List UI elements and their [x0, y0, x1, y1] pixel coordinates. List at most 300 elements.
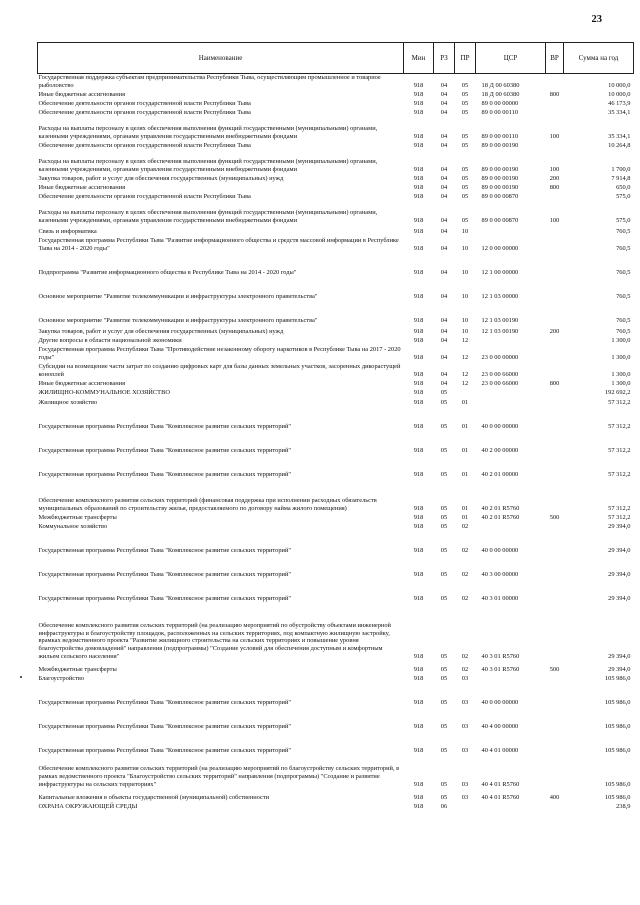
cell-name: Иные бюджетные ассигнования	[38, 90, 126, 98]
cell-vr	[546, 397, 564, 407]
cell-vr	[546, 74, 564, 90]
cell-min: 918	[413, 183, 424, 191]
cell-min: 918	[413, 446, 424, 454]
cell-csr	[476, 336, 546, 345]
cell-min: 918	[413, 370, 424, 378]
cell-csr: 40 0 00 00000	[481, 698, 519, 706]
table-body	[38, 74, 634, 811]
cell-sum: 760,5	[616, 268, 631, 276]
cell-min: 918	[413, 292, 424, 300]
cell-min: 918	[413, 388, 424, 396]
cell-pr: 10	[461, 244, 469, 252]
cell-vr	[546, 555, 564, 579]
cell-rz: 04	[440, 108, 448, 116]
cell-pr: 05	[461, 141, 469, 149]
cell-sum: 10 264,8	[608, 141, 631, 149]
cell-sum: 760,5	[616, 316, 631, 324]
cell-name: Обеспечение деятельности органов государственной власти Республики Тыва	[38, 192, 251, 200]
cell-csr: 40 4 00 00000	[481, 722, 519, 730]
table-row	[38, 755, 634, 789]
header-name: Наименование	[38, 43, 404, 74]
cell-rz: 05	[440, 652, 448, 660]
cell-vr	[546, 707, 564, 731]
table-row	[38, 479, 634, 513]
cell-vr: 200	[549, 174, 560, 182]
cell-pr: 01	[461, 398, 469, 406]
cell-vr	[546, 522, 564, 531]
cell-sum: 57 312,2	[608, 470, 631, 478]
cell-pr: 05	[461, 108, 469, 116]
cell-name: Государственная программа Республики Тыва "Комплексное развитие сельских территорий"	[38, 546, 291, 554]
cell-min: 918	[413, 802, 424, 810]
cell-rz: 05	[440, 522, 448, 530]
cell-min: 918	[413, 522, 424, 530]
cell-min: 918	[413, 227, 424, 235]
cell-rz: 04	[440, 379, 448, 387]
cell-sum: 29 394,0	[608, 594, 631, 602]
table-row	[38, 117, 634, 141]
cell-min: 918	[413, 165, 424, 173]
cell-pr: 12	[461, 336, 469, 344]
cell-min: 918	[413, 570, 424, 578]
cell-rz: 05	[440, 674, 448, 682]
table-row	[38, 455, 634, 479]
cell-sum: 105 986,0	[604, 746, 631, 754]
cell-sum: 29 394,0	[608, 570, 631, 578]
cell-vr	[546, 301, 564, 325]
cell-rz: 04	[440, 192, 448, 200]
cell-csr: 89 0 00 00190	[481, 165, 519, 173]
cell-pr	[455, 802, 476, 811]
cell-pr: 05	[461, 99, 469, 107]
cell-csr: 40 2 01 R5760	[481, 504, 520, 512]
table-header-row	[38, 43, 634, 74]
cell-rz: 04	[440, 244, 448, 252]
cell-name: Расходы на выплаты персоналу в целях обеспечения выполнения функций государственными (муниципальными) органами, казенными учреждениями, органами управления государственными внебюджетными фондами	[38, 125, 378, 140]
header-pr: ПР	[455, 43, 476, 74]
cell-csr	[476, 802, 546, 811]
cell-rz: 04	[440, 132, 448, 140]
cell-pr: 03	[461, 698, 469, 706]
cell-vr	[546, 108, 564, 117]
cell-vr	[546, 431, 564, 455]
cell-vr	[546, 603, 564, 661]
cell-vr	[546, 531, 564, 555]
table-row	[38, 362, 634, 379]
cell-name: Государственная программа Республики Тыва "Комплексное развитие сельских территорий"	[38, 746, 291, 754]
cell-min: 918	[413, 780, 424, 788]
cell-name: Субсидии на возмещение части затрат по созданию цифровых карт для базы данных земельных участков, засоренных дикорастущей коноплей	[38, 363, 401, 378]
cell-name: Основное мероприятие "Развитие телекоммуникации и инфраструктуры электронного правительства"	[38, 316, 318, 324]
table-row	[38, 201, 634, 225]
cell-csr: 18 Д 00 60380	[481, 90, 520, 98]
cell-csr: 40 4 01 R5760	[481, 780, 520, 788]
cell-sum: 29 394,0	[608, 652, 631, 660]
cell-vr: 800	[549, 90, 560, 98]
cell-rz: 04	[440, 174, 448, 182]
cell-name: Расходы на выплаты персоналу в целях обеспечения выполнения функций государственными (муниципальными) органами, казенными учреждениями, органами управления государственными внебюджетными фондами	[38, 158, 378, 173]
cell-sum: 29 394,0	[608, 665, 631, 673]
table-row	[38, 522, 634, 531]
cell-rz: 04	[440, 216, 448, 224]
cell-name: Государственная программа Республики Тыва "Противодействие незаконному обороту наркотиков в Республике Тыва на 2017 - 2020 годы"	[38, 346, 401, 361]
cell-csr: 40 3 01 00000	[481, 594, 519, 602]
cell-csr: 40 0 00 00000	[481, 546, 519, 554]
table-row	[38, 579, 634, 603]
cell-min: 918	[413, 674, 424, 682]
cell-vr	[546, 455, 564, 479]
cell-rz: 04	[440, 370, 448, 378]
cell-pr: 10	[461, 292, 469, 300]
cell-min: 918	[413, 546, 424, 554]
cell-name: Жилищное хозяйство	[38, 398, 98, 406]
cell-rz: 04	[440, 165, 448, 173]
cell-rz: 05	[440, 388, 448, 396]
cell-min: 918	[413, 99, 424, 107]
cell-sum: 57 312,2	[608, 398, 631, 406]
cell-pr: 02	[461, 522, 469, 530]
cell-name: ЖИЛИЩНО-КОММУНАЛЬНОЕ ХОЗЯЙСТВО	[38, 388, 170, 396]
cell-name: Государственная программа Республики Тыва "Комплексное развитие сельских территорий"	[38, 594, 291, 602]
scan-speck	[20, 676, 22, 678]
cell-rz: 05	[440, 398, 448, 406]
cell-sum: 105 986,0	[604, 674, 631, 682]
cell-min: 918	[413, 698, 424, 706]
cell-csr: 12 1 00 00000	[481, 268, 519, 276]
cell-rz: 06	[440, 802, 448, 810]
cell-csr: 18 Д 00 60380	[481, 81, 520, 89]
table-row	[38, 336, 634, 345]
cell-vr: 800	[549, 379, 560, 387]
cell-name: Коммунальное хозяйство	[38, 522, 108, 530]
cell-name: Обеспечение деятельности органов государственной власти Республики Тыва	[38, 99, 251, 107]
cell-vr: 100	[549, 216, 560, 224]
cell-name: Государственная программа Республики Тыва "Комплексное развитие сельских территорий"	[38, 698, 291, 706]
cell-pr: 05	[461, 192, 469, 200]
cell-vr: 100	[549, 165, 560, 173]
cell-csr: 23 0 00 66000	[481, 379, 519, 387]
cell-csr: 40 0 00 00000	[481, 422, 519, 430]
cell-name: Иные бюджетные ассигнования	[38, 183, 126, 191]
cell-vr	[546, 141, 564, 150]
cell-sum: 10 000,0	[608, 81, 631, 89]
cell-sum: 238,9	[616, 802, 631, 810]
cell-sum: 760,5	[616, 327, 631, 335]
cell-vr	[546, 479, 564, 513]
cell-pr: 05	[461, 183, 469, 191]
cell-min: 918	[413, 174, 424, 182]
table-row	[38, 325, 634, 336]
table-row	[38, 225, 634, 236]
cell-pr: 01	[461, 422, 469, 430]
cell-name: Иные бюджетные ассигнования	[38, 379, 126, 387]
cell-pr: 10	[461, 327, 469, 335]
cell-csr: 40 2 01 00000	[481, 470, 519, 478]
cell-name: Государственная программа Республики Тыва "Комплексное развитие сельских территорий"	[38, 422, 291, 430]
cell-vr	[546, 236, 564, 253]
table-row	[38, 683, 634, 707]
table-row	[38, 108, 634, 117]
budget-table	[37, 42, 634, 811]
cell-name: Обеспечение деятельности органов государственной власти Республики Тыва	[38, 141, 251, 149]
cell-csr: 89 0 00 00190	[481, 141, 519, 149]
cell-name: Государственная поддержка субъектам предпринимательства Республики Тыва, осуществляющим промышленное и товарное рыболовство	[38, 74, 381, 89]
cell-csr: 23 0 00 00000	[481, 353, 519, 361]
cell-min: 918	[413, 398, 424, 406]
cell-sum: 10 000,0	[608, 90, 631, 98]
table-row	[38, 802, 634, 811]
cell-name: Расходы на выплаты персоналу в целях обеспечения выполнения функций государственными (муниципальными) органами, казенными учреждениями, органами управления государственными внебюджетными фондами	[38, 209, 378, 224]
cell-csr: 40 2 01 R5760	[481, 513, 520, 521]
cell-pr: 03	[461, 780, 469, 788]
cell-pr: 10	[461, 268, 469, 276]
cell-csr	[476, 522, 546, 531]
cell-csr: 89 0 00 00190	[481, 183, 519, 191]
header-csr: ЦСР	[476, 43, 546, 74]
cell-name: Подпрограмма "Развитие информационного общества в Республике Тыва на 2014 - 2020 годы"	[38, 268, 297, 276]
cell-pr: 02	[461, 594, 469, 602]
cell-vr	[546, 345, 564, 362]
cell-min: 918	[413, 746, 424, 754]
cell-csr: 89 0 00 00870	[481, 216, 519, 224]
cell-vr	[546, 407, 564, 431]
table-row	[38, 388, 634, 397]
cell-csr: 89 0 00 00000	[481, 99, 519, 107]
cell-min: 918	[413, 81, 424, 89]
cell-pr: 02	[461, 665, 469, 673]
cell-csr: 12 0 00 00000	[481, 244, 519, 252]
table-row	[38, 192, 634, 201]
cell-rz: 04	[440, 141, 448, 149]
table-row	[38, 277, 634, 301]
cell-rz: 05	[440, 513, 448, 521]
table-row	[38, 74, 634, 90]
cell-sum: 1 300,0	[611, 379, 631, 387]
cell-name: Капитальные вложения в объекты государственной (муниципальной) собственности	[38, 793, 270, 801]
cell-min: 918	[413, 722, 424, 730]
cell-vr	[546, 731, 564, 755]
cell-rz: 04	[440, 316, 448, 324]
cell-pr: 12	[461, 379, 469, 387]
header-min: Мин	[404, 43, 434, 74]
cell-rz: 05	[440, 793, 448, 801]
cell-rz: 05	[440, 546, 448, 554]
cell-rz: 04	[440, 327, 448, 335]
cell-pr: 12	[461, 370, 469, 378]
cell-rz: 05	[440, 780, 448, 788]
cell-min: 918	[413, 192, 424, 200]
cell-pr: 05	[461, 174, 469, 182]
cell-rz: 05	[440, 422, 448, 430]
cell-rz: 05	[440, 665, 448, 673]
cell-pr: 01	[461, 504, 469, 512]
cell-name: Обеспечение комплексного развития сельских территорий (на реализацию мероприятий по благоустройству сельских территорий, в рамках ведомственного проекта "Благоустройство сельских территорий" направления (подпрограммы) "Создание и развитие инфраструктуры на сельских территориях"	[38, 765, 400, 788]
cell-min: 918	[413, 268, 424, 276]
cell-sum: 35 334,1	[608, 132, 631, 140]
cell-rz: 05	[440, 470, 448, 478]
table-row	[38, 90, 634, 99]
cell-pr: 03	[461, 793, 469, 801]
cell-vr	[546, 192, 564, 201]
cell-sum: 1 300,0	[611, 353, 631, 361]
cell-rz: 05	[440, 722, 448, 730]
cell-min: 918	[413, 244, 424, 252]
cell-name: Межбюджетные трансферты	[38, 513, 117, 521]
cell-vr: 500	[549, 665, 560, 673]
cell-pr: 05	[461, 216, 469, 224]
cell-sum: 1 700,0	[611, 165, 631, 173]
cell-rz: 04	[440, 99, 448, 107]
cell-pr: 03	[461, 722, 469, 730]
cell-min: 918	[413, 513, 424, 521]
cell-csr	[476, 397, 546, 407]
cell-sum: 1 300,0	[611, 370, 631, 378]
table-row	[38, 603, 634, 661]
cell-csr: 89 0 00 00110	[481, 132, 519, 140]
cell-rz: 04	[440, 353, 448, 361]
cell-rz: 05	[440, 504, 448, 512]
cell-csr: 40 4 01 R5760	[481, 793, 520, 801]
cell-csr: 40 3 01 R5760	[481, 652, 520, 660]
cell-csr: 89 0 00 00110	[481, 108, 519, 116]
cell-min: 918	[413, 327, 424, 335]
cell-rz: 04	[440, 336, 448, 344]
table-row	[38, 674, 634, 683]
cell-min: 918	[413, 470, 424, 478]
cell-vr	[546, 99, 564, 108]
cell-name: Связь и информатика	[38, 227, 97, 235]
cell-name: Государственная программа Республики Тыва "Комплексное развитие сельских территорий"	[38, 722, 291, 730]
cell-pr: 05	[461, 90, 469, 98]
cell-csr: 40 3 00 00000	[481, 570, 519, 578]
cell-sum: 760,5	[616, 292, 631, 300]
cell-min: 918	[413, 316, 424, 324]
cell-rz: 04	[440, 183, 448, 191]
cell-name: Обеспечение деятельности органов государственной власти Республики Тыва	[38, 108, 251, 116]
cell-sum: 105 986,0	[604, 698, 631, 706]
cell-sum: 46 173,9	[608, 99, 631, 107]
cell-min: 918	[413, 353, 424, 361]
table-row	[38, 731, 634, 755]
table-row	[38, 183, 634, 192]
cell-csr: 89 0 00 00190	[481, 174, 519, 182]
cell-vr	[546, 802, 564, 811]
cell-min: 918	[413, 594, 424, 602]
cell-min: 918	[413, 652, 424, 660]
cell-name: Другие вопросы в области национальной экономики	[38, 336, 182, 344]
cell-rz: 04	[440, 227, 448, 235]
cell-rz: 04	[440, 268, 448, 276]
cell-name: Благоустройство	[38, 674, 85, 682]
cell-min: 918	[413, 504, 424, 512]
cell-pr: 01	[461, 446, 469, 454]
cell-vr	[546, 225, 564, 236]
cell-min: 918	[413, 665, 424, 673]
cell-min: 918	[413, 422, 424, 430]
cell-sum: 7 914,8	[611, 174, 631, 182]
cell-name: Закупка товаров, работ и услуг для обеспечения государственных (муниципальных) нужд	[38, 174, 284, 182]
cell-pr: 10	[461, 227, 469, 235]
cell-csr: 40 2 00 00000	[481, 446, 519, 454]
header-rz: РЗ	[434, 43, 455, 74]
cell-pr: 05	[461, 81, 469, 89]
cell-sum: 105 986,0	[604, 780, 631, 788]
cell-csr	[476, 674, 546, 683]
cell-sum: 650,0	[616, 183, 631, 191]
cell-name: Государственная программа Республики Тыва "Комплексное развитие сельских территорий"	[38, 446, 291, 454]
cell-vr	[546, 674, 564, 683]
cell-sum: 29 394,0	[608, 522, 631, 530]
cell-csr	[476, 225, 546, 236]
cell-csr: 12 1 03 00190	[481, 327, 519, 335]
cell-csr: 40 4 01 00000	[481, 746, 519, 754]
cell-rz: 05	[440, 698, 448, 706]
table-row	[38, 431, 634, 455]
cell-csr: 12 1 03 00000	[481, 292, 519, 300]
table-row	[38, 141, 634, 150]
cell-rz: 05	[440, 594, 448, 602]
cell-vr	[546, 336, 564, 345]
cell-sum: 57 312,2	[608, 513, 631, 521]
cell-name: Государственная программа Республики Тыва "Комплексное развитие сельских территорий"	[38, 570, 291, 578]
cell-rz: 05	[440, 570, 448, 578]
table-row	[38, 661, 634, 674]
cell-vr	[546, 683, 564, 707]
cell-name: Межбюджетные трансферты	[38, 665, 117, 673]
cell-vr	[546, 388, 564, 397]
cell-vr	[546, 362, 564, 379]
header-vr: ВР	[546, 43, 564, 74]
cell-vr: 200	[549, 327, 560, 335]
table-row	[38, 379, 634, 388]
cell-min: 918	[413, 336, 424, 344]
table-row	[38, 707, 634, 731]
cell-pr: 02	[461, 570, 469, 578]
table-row	[38, 236, 634, 253]
cell-name: ОХРАНА ОКРУЖАЮЩЕЙ СРЕДЫ	[38, 802, 138, 810]
cell-pr: 05	[461, 165, 469, 173]
cell-rz: 05	[440, 746, 448, 754]
cell-min: 918	[413, 108, 424, 116]
cell-pr: 03	[461, 746, 469, 754]
cell-name: Обеспечение комплексного развития сельских территорий (на реализацию мероприятий по обустройству объектами инженерной инфраструктуры и благоустройству площадок, расположенных на сельских территориях, под компактную жилищную застройку, врамках ведомственного проекта "Развитие жилищного строительства на сельских территориях и повышение уровня благоустройства домовладений" направления (подпрограммы) "Создание условий для обеспечения доступным и комфортным жильем сельского населения"	[38, 621, 391, 660]
cell-name: Обеспечение комплексного развития сельских территорий (финансовая поддержка при исполнении расходных обязательств муниципальных образований по строительству жилья, предоставляемого по договору найма жилого помещения)	[38, 497, 377, 512]
cell-pr: 10	[461, 316, 469, 324]
table-row	[38, 397, 634, 407]
cell-pr	[455, 388, 476, 397]
table-row	[38, 513, 634, 522]
cell-vr	[546, 755, 564, 789]
cell-min: 918	[413, 132, 424, 140]
cell-sum: 29 394,0	[608, 546, 631, 554]
cell-min: 918	[413, 90, 424, 98]
cell-sum: 57 312,2	[608, 446, 631, 454]
cell-pr: 03	[461, 674, 469, 682]
cell-csr: 12 1 03 00190	[481, 316, 519, 324]
cell-pr: 01	[461, 470, 469, 478]
cell-name: Закупка товаров, работ и услуг для обеспечения государственных (муниципальных) нужд	[38, 327, 284, 335]
table-row	[38, 789, 634, 802]
cell-sum: 57 312,2	[608, 422, 631, 430]
table-row	[38, 174, 634, 183]
cell-pr: 05	[461, 132, 469, 140]
cell-sum: 575,0	[616, 192, 631, 200]
cell-sum: 105 986,0	[604, 793, 631, 801]
cell-vr	[546, 579, 564, 603]
cell-min: 918	[413, 216, 424, 224]
cell-pr: 02	[461, 652, 469, 660]
cell-rz: 04	[440, 292, 448, 300]
